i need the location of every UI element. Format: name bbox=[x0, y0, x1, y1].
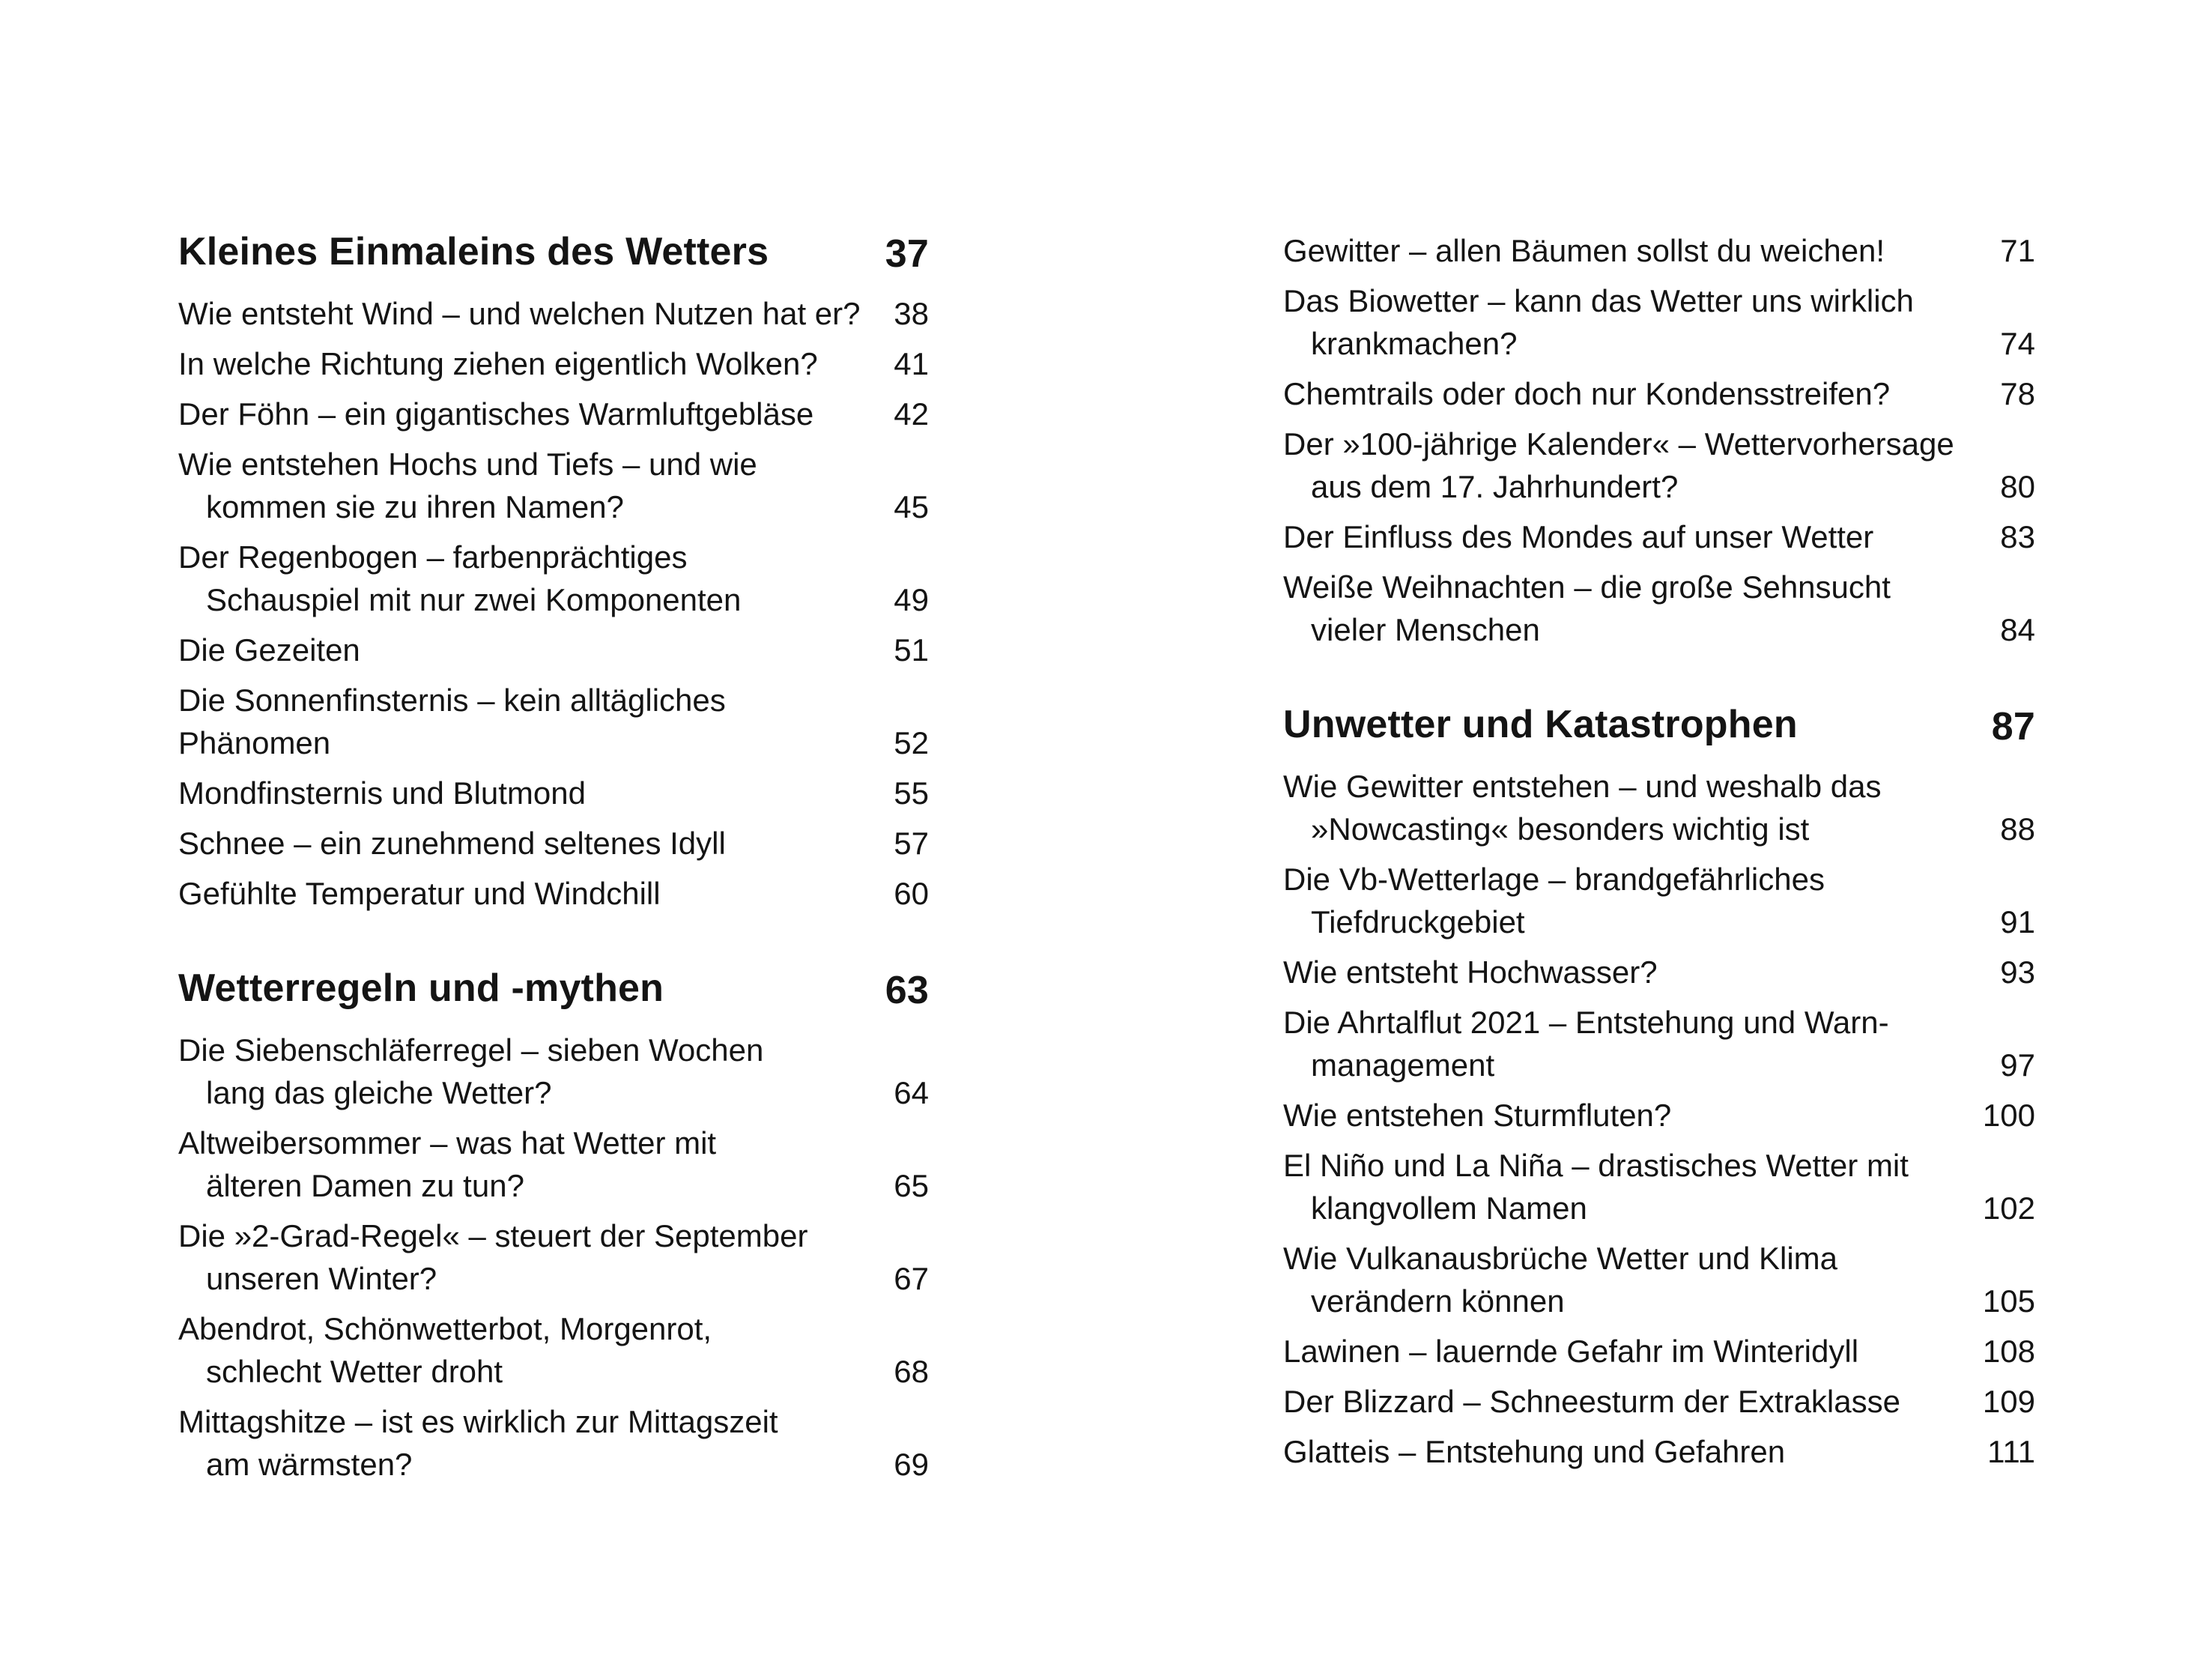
entry-line: Der Einfluss des Mondes auf unser Wetter bbox=[1283, 519, 1874, 554]
entry-page-number: 51 bbox=[894, 632, 929, 668]
entry-page-number: 52 bbox=[894, 725, 929, 760]
toc-entry bbox=[1283, 858, 2035, 943]
entry-page-number: 74 bbox=[2000, 326, 2035, 361]
entry-title bbox=[178, 1122, 871, 1207]
entry-page-number: 38 bbox=[894, 296, 929, 331]
entry-page-number: 49 bbox=[894, 582, 929, 617]
entry-line: krankmachen? bbox=[1311, 326, 1518, 361]
entry-line: Wie entsteht Hochwasser? bbox=[1283, 954, 1658, 990]
entry-line: management bbox=[1311, 1047, 1495, 1083]
toc-entry bbox=[178, 1122, 929, 1207]
entry-title bbox=[1283, 1094, 1960, 1137]
entry-page-number: 57 bbox=[894, 826, 929, 861]
entry-title bbox=[178, 1214, 871, 1300]
toc-section bbox=[1283, 701, 2035, 1473]
section-heading bbox=[178, 228, 929, 276]
entry-page-number: 97 bbox=[2000, 1047, 2035, 1083]
toc-section bbox=[178, 964, 929, 1486]
entry-line: kommen sie zu ihren Namen? bbox=[206, 489, 624, 524]
entry-title bbox=[1283, 566, 1978, 651]
entry-title bbox=[178, 1400, 871, 1486]
entry-line: Das Biowetter – kann das Wetter uns wirklich bbox=[1283, 283, 1914, 318]
entry-line: aus dem 17. Jahrhundert? bbox=[1311, 469, 1679, 504]
section-heading bbox=[1283, 701, 2035, 748]
entry-line: lang das gleiche Wetter? bbox=[206, 1075, 552, 1110]
entry-line: Tiefdruckgebiet bbox=[1311, 904, 1525, 940]
entry-page-number: 83 bbox=[2000, 519, 2035, 554]
entry-line: Der »100-jährige Kalender« – Wettervorhersage bbox=[1283, 426, 1954, 462]
entry-line: Wie entstehen Hochs und Tiefs – und wie bbox=[178, 447, 757, 482]
entry-title bbox=[178, 1029, 871, 1114]
entry-line: El Niño und La Niña – drastisches Wetter mit bbox=[1283, 1148, 1909, 1183]
entry-line: vieler Menschen bbox=[1311, 612, 1540, 647]
entry-title bbox=[1283, 279, 1978, 365]
toc-entry bbox=[178, 629, 929, 671]
entry-page-number: 78 bbox=[2000, 376, 2035, 411]
entry-line: Wie Gewitter entstehen – und weshalb das bbox=[1283, 769, 1882, 804]
entry-title bbox=[178, 872, 871, 915]
entry-title bbox=[178, 822, 871, 865]
toc-entry bbox=[1283, 1380, 2035, 1423]
entry-page-number: 102 bbox=[1982, 1190, 2035, 1226]
toc-entry bbox=[1283, 372, 2035, 415]
toc-entry bbox=[1283, 1237, 2035, 1322]
entry-line: älteren Damen zu tun? bbox=[206, 1168, 524, 1203]
entry-title bbox=[178, 629, 871, 671]
entry-line: Altweibersommer – was hat Wetter mit bbox=[178, 1125, 717, 1161]
entry-page-number: 68 bbox=[894, 1354, 929, 1389]
entry-title bbox=[1283, 1001, 1978, 1086]
toc-entry bbox=[1283, 1330, 2035, 1373]
entry-title bbox=[178, 536, 871, 621]
entry-title bbox=[1283, 1237, 1960, 1322]
toc-section bbox=[1283, 229, 2035, 651]
entry-title bbox=[1283, 951, 1978, 993]
section-heading-title: Kleines Einmaleins des Wetters bbox=[178, 230, 769, 273]
toc-entry bbox=[178, 822, 929, 865]
entry-line: »Nowcasting« besonders wichtig ist bbox=[1311, 811, 1810, 847]
entry-line: Schauspiel mit nur zwei Komponenten bbox=[206, 582, 742, 617]
entry-title bbox=[178, 342, 871, 385]
toc-section bbox=[178, 228, 929, 915]
entry-title bbox=[1283, 1430, 1965, 1473]
entry-line: Wie entsteht Wind – und welchen Nutzen hat er? bbox=[178, 296, 861, 331]
entry-line: Schnee – ein zunehmend seltenes Idyll bbox=[178, 826, 726, 861]
toc-entry bbox=[178, 1214, 929, 1300]
toc-entry bbox=[178, 872, 929, 915]
toc-entry bbox=[178, 536, 929, 621]
section-heading-page: 37 bbox=[885, 232, 929, 276]
entry-page-number: 108 bbox=[1982, 1334, 2035, 1369]
entry-title bbox=[1283, 858, 1978, 943]
toc-entry bbox=[1283, 1144, 2035, 1229]
entry-line: Wie Vulkanausbrüche Wetter und Klima bbox=[1283, 1241, 1838, 1276]
toc-entry bbox=[1283, 951, 2035, 993]
entry-page-number: 111 bbox=[1987, 1434, 2035, 1469]
toc-column-right bbox=[1283, 229, 2035, 1480]
entry-line: schlecht Wetter droht bbox=[206, 1354, 503, 1389]
entry-title bbox=[1283, 765, 1978, 850]
entry-page-number: 55 bbox=[894, 775, 929, 811]
entry-page-number: 45 bbox=[894, 489, 929, 524]
entry-page-number: 100 bbox=[1982, 1098, 2035, 1133]
entry-page-number: 67 bbox=[894, 1261, 929, 1296]
entry-page-number: 64 bbox=[894, 1075, 929, 1110]
entry-title bbox=[1283, 1380, 1960, 1423]
entry-line: Der Regenbogen – farbenprächtiges bbox=[178, 539, 688, 575]
section-heading bbox=[178, 964, 929, 1012]
entry-line: verändern können bbox=[1311, 1283, 1565, 1319]
entry-page-number: 42 bbox=[894, 396, 929, 432]
entry-line: Gefühlte Temperatur und Windchill bbox=[178, 876, 661, 911]
entry-title bbox=[178, 1307, 871, 1393]
toc-entry bbox=[1283, 765, 2035, 850]
toc-entry bbox=[178, 679, 929, 764]
toc-entry bbox=[178, 443, 929, 528]
entry-line: Die Siebenschläferregel – sieben Wochen bbox=[178, 1032, 764, 1068]
entry-title bbox=[1283, 423, 1978, 508]
entry-line: Wie entstehen Sturmfluten? bbox=[1283, 1098, 1672, 1133]
entry-line: Mittagshitze – ist es wirklich zur Mittagszeit bbox=[178, 1404, 778, 1439]
entry-page-number: 41 bbox=[894, 346, 929, 381]
entry-line: unseren Winter? bbox=[206, 1261, 437, 1296]
entry-line: Der Blizzard – Schneesturm der Extraklasse bbox=[1283, 1384, 1900, 1419]
section-heading-title: Wetterregeln und -mythen bbox=[178, 966, 664, 1010]
toc-entry bbox=[178, 393, 929, 435]
entry-line: am wärmsten? bbox=[206, 1447, 413, 1482]
section-heading-page: 63 bbox=[885, 969, 929, 1012]
entry-line: Die »2-Grad-Regel« – steuert der September bbox=[178, 1218, 808, 1253]
toc-entry bbox=[1283, 279, 2035, 365]
entry-line: Weiße Weihnachten – die große Sehnsucht bbox=[1283, 569, 1891, 605]
toc-entry bbox=[1283, 566, 2035, 651]
entry-title bbox=[178, 443, 871, 528]
entry-title bbox=[1283, 1330, 1960, 1373]
entry-title bbox=[1283, 229, 1978, 272]
section-heading-page: 87 bbox=[1991, 705, 2035, 748]
entry-page-number: 80 bbox=[2000, 469, 2035, 504]
entry-title bbox=[1283, 515, 1978, 558]
entry-page-number: 91 bbox=[2000, 904, 2035, 940]
toc-entry bbox=[178, 342, 929, 385]
entry-line: In welche Richtung ziehen eigentlich Wolken? bbox=[178, 346, 818, 381]
entry-title bbox=[1283, 372, 1978, 415]
entry-line: Abendrot, Schönwetterbot, Morgenrot, bbox=[178, 1311, 712, 1346]
entry-page-number: 84 bbox=[2000, 612, 2035, 647]
entry-title bbox=[178, 679, 871, 764]
entry-page-number: 109 bbox=[1982, 1384, 2035, 1419]
entry-title bbox=[1283, 1144, 1960, 1229]
toc-entry bbox=[1283, 1094, 2035, 1137]
toc-entry bbox=[178, 1307, 929, 1393]
entry-page-number: 105 bbox=[1982, 1283, 2035, 1319]
entry-line: Gewitter – allen Bäumen sollst du weichen! bbox=[1283, 233, 1885, 268]
toc-entry bbox=[178, 1029, 929, 1114]
entry-page-number: 69 bbox=[894, 1447, 929, 1482]
toc-entry bbox=[178, 292, 929, 335]
toc-entry bbox=[1283, 423, 2035, 508]
entry-title bbox=[178, 292, 871, 335]
entry-line: Die Vb-Wetterlage – brandgefährliches bbox=[1283, 862, 1825, 897]
entry-page-number: 60 bbox=[894, 876, 929, 911]
entry-line: Der Föhn – ein gigantisches Warmluftgebläse bbox=[178, 396, 814, 432]
entry-line: Chemtrails oder doch nur Kondensstreifen? bbox=[1283, 376, 1891, 411]
toc-entry bbox=[178, 1400, 929, 1486]
entry-page-number: 93 bbox=[2000, 954, 2035, 990]
entry-page-number: 71 bbox=[2000, 233, 2035, 268]
entry-line: Die Ahrtalflut 2021 – Entstehung und Warn- bbox=[1283, 1005, 1889, 1040]
entry-line: Mondfinsternis und Blutmond bbox=[178, 775, 586, 811]
entry-line: Die Gezeiten bbox=[178, 632, 360, 668]
toc-column-left bbox=[178, 228, 929, 1493]
toc-entry bbox=[1283, 515, 2035, 558]
toc-entry bbox=[1283, 1430, 2035, 1473]
entry-line: Die Sonnenfinsternis – kein alltägliches Phänomen bbox=[178, 683, 726, 760]
toc-entry bbox=[178, 772, 929, 814]
entry-line: Glatteis – Entstehung und Gefahren bbox=[1283, 1434, 1786, 1469]
toc-entry bbox=[1283, 1001, 2035, 1086]
toc-entry bbox=[1283, 229, 2035, 272]
section-heading-title: Unwetter und Katastrophen bbox=[1283, 703, 1798, 746]
entry-line: klangvollem Namen bbox=[1311, 1190, 1587, 1226]
entry-title bbox=[178, 393, 871, 435]
entry-title bbox=[178, 772, 871, 814]
entry-page-number: 88 bbox=[2000, 811, 2035, 847]
entry-page-number: 65 bbox=[894, 1168, 929, 1203]
entry-line: Lawinen – lauernde Gefahr im Winteridyll bbox=[1283, 1334, 1859, 1369]
